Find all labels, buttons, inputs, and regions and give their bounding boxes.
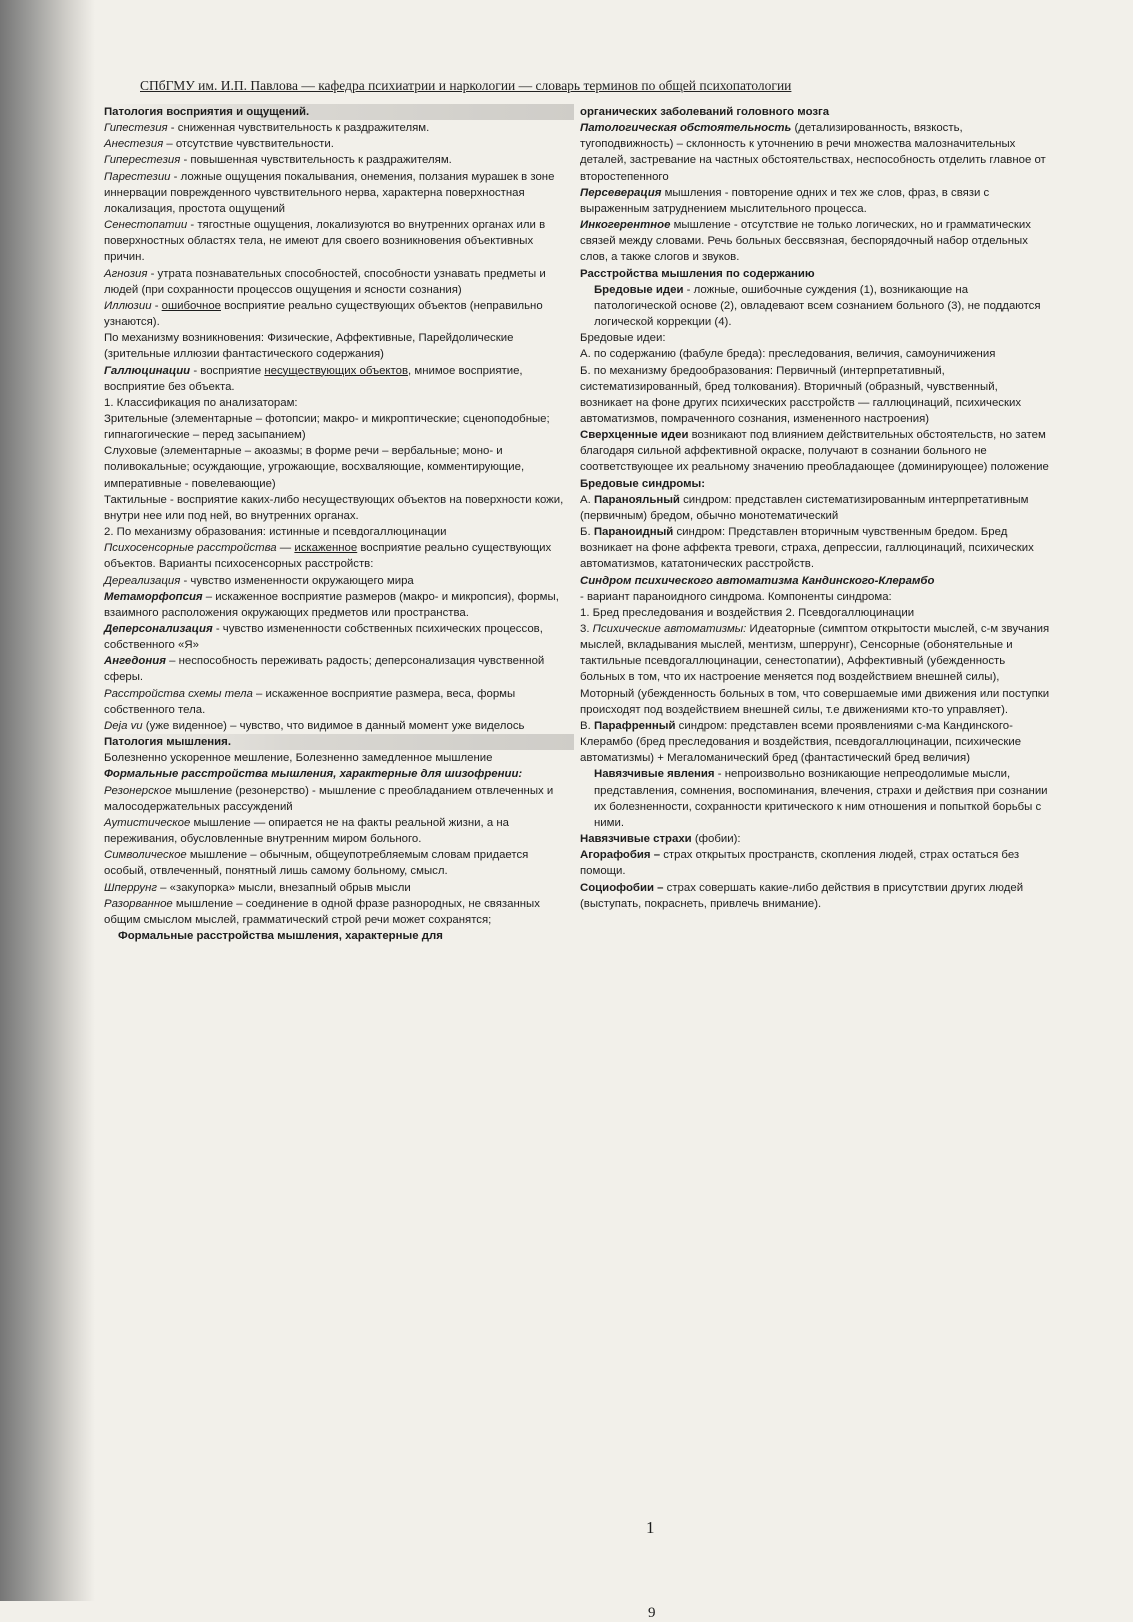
text-run: (детализированность, вязкость, тугоподвижность) – склонность к уточнению в речи множества малозначительных деталей, застревание на частных обстоятельствах, неспособность отделить главное от второстепенного	[580, 122, 1046, 183]
paragraph	[104, 411, 574, 443]
paragraph	[580, 605, 1050, 621]
text-run: 1. Классификация по анализаторам:	[104, 396, 298, 409]
paragraph	[104, 750, 574, 766]
paragraph	[104, 718, 574, 734]
text-run: синдром: представлен всеми проявлениями с-ма Кандинского-Клерамбо (бред преследования и воздействия, псевдогаллюцинации, психические автоматизмы) + Мегаломанический бред (фантастический бред величия)	[580, 719, 1022, 765]
paragraph	[580, 766, 1050, 831]
text-run: Навязчивые явления	[594, 768, 715, 781]
text-run: восприятие реально существующих объектов. Варианты психосенсорных расстройств:	[104, 542, 552, 571]
text-run: Шперрунг	[104, 881, 157, 894]
page-header: СПбГМУ им. И.П. Павлова — кафедра психиатрии и наркологии — словарь терминов по общей психопатологии	[140, 78, 792, 93]
text-run: Метаморфопсия	[104, 590, 203, 603]
paragraph	[104, 896, 574, 928]
scan-edge-shadow	[0, 0, 95, 1601]
text-run: Идеаторные (симптом открытости мыслей, с-м звучания мыслей, вкладывания мыслей, ментизм, шперрунг), Сенсорные (обонятельные и тактильные псевдогаллюцинации, сенестопатии), Аффективный (убежденность больных в том, что их настроение меняется под воздействием внешней силы), Моторный (убежденность больных в том, что совершаемые ими движения или поступки происходят под воздействием внешней силы, т.е движениями кто-то управляет).	[580, 623, 1050, 716]
text-run: – искаженное восприятие размеров (макро- и микропсия), формы, взаимного расположения окружающих предметов или пространства.	[104, 590, 559, 619]
text-run: Символическое	[104, 849, 187, 862]
paragraph	[104, 783, 574, 815]
paragraph	[104, 847, 574, 879]
text-run: Паранояльный	[593, 493, 680, 506]
right-column	[580, 104, 1050, 912]
text-run: Психосенсорные расстройства	[104, 542, 277, 555]
text-run: Гипестезия	[104, 122, 168, 135]
text-run: искаженное	[294, 542, 358, 555]
text-run: - восприятие	[190, 364, 265, 377]
text-run: Парестезии	[104, 170, 171, 183]
paragraph	[580, 718, 1050, 766]
paragraph	[104, 217, 574, 265]
paragraph	[104, 492, 574, 524]
document-page	[100, 78, 1080, 1621]
text-run: Слуховые (элементарные – акоазмы; в форме речи – вербальные; моно- и поливокальные; осуждающие, угрожающие, восхваляющие, комментирующие, императивные - повелевающие)	[104, 445, 525, 490]
text-run: Параноидный	[593, 526, 674, 539]
text-run: 1. Бред преследования и воздействия 2. Псевдогаллюцинации	[580, 606, 915, 619]
paragraph	[580, 185, 1050, 217]
text-run: 2. По механизму образования: истинные и псевдогаллюцинации	[104, 526, 447, 539]
paragraph	[580, 880, 1050, 912]
paragraph	[580, 492, 1050, 524]
paragraph	[580, 266, 1050, 282]
paragraph	[104, 443, 574, 491]
text-run: Ангедония	[104, 655, 166, 668]
text-run: – искаженное восприятие размера, веса, формы собственного тела.	[104, 687, 516, 716]
paragraph	[104, 104, 574, 120]
text-run: мышление – соединение в одной фразе разнородных, не связанных общим смыслом мыслей, грамматический строй речи может сохранятся;	[104, 897, 540, 926]
paragraph	[580, 476, 1050, 492]
paragraph	[580, 847, 1050, 879]
text-run: А. по содержанию (фабуле бреда): преследования, величия, самоуничижения	[580, 348, 996, 361]
paragraph	[580, 346, 1050, 362]
text-run: Deja vu	[104, 719, 143, 732]
paragraph	[580, 621, 1050, 718]
text-run: 3.	[580, 623, 593, 635]
footer-mark: 1	[646, 1518, 655, 1537]
text-run: восприятие реально существующих объектов (неправильно узнаются).	[104, 299, 543, 329]
text-run: – отсутствие чувствительности.	[163, 138, 334, 151]
text-run: Иллюзии	[104, 299, 152, 312]
paragraph	[580, 217, 1050, 265]
text-run: Резонерское	[104, 784, 172, 797]
text-run: Инкогерентное	[580, 219, 671, 232]
text-run: Разорванное	[104, 897, 173, 910]
paragraph	[104, 363, 574, 395]
text-run: Патология восприятия и ощущений.	[104, 104, 574, 120]
text-run: - чувство измененности окружающего мира	[180, 574, 414, 587]
text-run: Б.	[580, 526, 594, 539]
text-run: - утрата познавательных способностей, способности узнавать предметы и людей (при сохранности процессов ощущения и ясности сознания)	[104, 267, 546, 296]
text-run: Парафренный	[593, 719, 676, 732]
paragraph	[104, 169, 574, 217]
text-run: синдром: Представлен вторичным чувственным бредом. Бред возникает на фоне аффекта тревоги, страха, депрессии, галлюцинаций, психических автоматизмов, кататонических расстройств.	[580, 526, 1034, 571]
paragraph	[580, 363, 1050, 428]
text-run: Формальные расстройства мышления, характерные для	[118, 929, 443, 942]
text-run: - непроизвольно возникающие непреодолимые мысли, представления, сомнения, воспоминания, влечения, страхи и действия при сознании их болезненности, сохранности критического к ним отношения и попыткой борьбы с ними.	[594, 768, 1048, 829]
text-run: страх открытых пространств, скопления людей, страх остаться без помощи.	[580, 849, 1020, 878]
text-run: - повышенная чувствительность к раздражителям.	[180, 154, 452, 167]
paragraph	[104, 298, 574, 330]
text-run: Болезненно ускоренное мешление, Болезненно замедленное мышление	[104, 752, 493, 765]
text-run: страх совершать какие-либо действия в присутствии других людей (выступать, покраснеть, привлечь внимание).	[580, 881, 1024, 910]
text-run: Агорафобия –	[580, 849, 661, 862]
text-run: Патологическая обстоятельность	[580, 122, 792, 135]
text-run: мышления - повторение одних и тех же слов, фраз, в связи с выраженным затруднением мыслительного процесса.	[580, 186, 990, 215]
text-run: Дереализация	[104, 574, 181, 587]
text-run: - вариант параноидного синдрома. Компоненты синдрома:	[580, 590, 892, 603]
text-run: ошибочное	[161, 299, 221, 312]
text-run: (фобии):	[691, 833, 741, 846]
paragraph	[104, 330, 574, 362]
text-run: Сверхценные идеи	[580, 429, 689, 442]
text-run: – «закупорка» мысли, внезапный обрыв мысли	[156, 881, 411, 894]
paragraph	[580, 427, 1050, 475]
paragraph	[104, 734, 574, 750]
text-run: По механизму возникновения: Физические, Аффективные, Парейдолические (зрительные иллюзии фантастического содержания)	[104, 332, 514, 361]
paragraph	[104, 815, 574, 847]
text-run: Формальные расстройства мышления, характерные для шизофрении:	[104, 768, 523, 781]
text-run: Тактильные - восприятие каких-либо несуществующих объектов на поверхности кожи, внутри нее или под ней, во внутренних органах.	[104, 493, 564, 522]
text-run: мышление — опирается не на факты реальной жизни, а на переживания, обусловленные внутренним миром больного.	[104, 816, 509, 846]
text-run: возникают под влиянием действительных обстоятельств, но затем благодаря сильной аффективной окраске, получают в сознании больного не соответствующее их реальному значению преобладающее (доминирующее) положение	[580, 429, 1049, 474]
text-run: – неспособность переживать радость; деперсонализация чувственной сферы.	[104, 655, 545, 684]
paragraph	[104, 540, 574, 572]
text-run: - ложные, ошибочные суждения (1), возникающие на патологической основе (2), овладевают всем сознанием больного (3), не поддаются логической коррекции (4).	[594, 283, 1041, 329]
paragraph	[104, 266, 574, 298]
paragraph	[104, 686, 574, 718]
text-run: Навязчивые страхи	[580, 833, 692, 846]
paragraph	[104, 589, 574, 621]
text-run: Расстройства схемы тела	[104, 687, 253, 700]
text-run: -	[151, 299, 162, 312]
text-run: органических заболеваний головного мозга	[580, 106, 830, 118]
paragraph	[104, 395, 574, 411]
text-run: Деперсонализация	[104, 623, 213, 635]
paragraph	[104, 524, 574, 540]
paragraph	[580, 573, 1050, 589]
paragraph	[580, 104, 1050, 120]
text-run: - ложные ощущения покалывания, онемения, ползания мурашек в зоне иннервации поврежденного чувствительного нерва, характерна поверхностная локализация, простота ощущений	[104, 170, 555, 215]
text-run: Бредовые идеи:	[580, 332, 666, 345]
text-run: Гиперестезия	[104, 154, 181, 167]
text-run: Синдром психического автоматизма Кандинского-Клерамбо	[580, 574, 935, 587]
text-run: Агнозия	[104, 267, 148, 280]
paragraph	[580, 524, 1050, 572]
left-column	[104, 104, 574, 944]
text-run: Бредовые синдромы:	[580, 477, 706, 490]
text-run: , мнимое восприятие, восприятие без объекта.	[104, 364, 523, 393]
text-run: Психические автоматизмы:	[592, 623, 747, 635]
paragraph	[104, 621, 574, 653]
text-run: Патология мышления.	[104, 734, 574, 750]
text-run: Сенестопатии	[104, 219, 188, 232]
text-run: Персеверация	[580, 186, 662, 199]
text-run: несуществующих объектов	[264, 364, 409, 377]
text-run: Зрительные (элементарные – фотопсии; макро- и микроптические; сценоподобные; гипнагогические – перед засыпанием)	[104, 412, 550, 442]
text-run: мышление (резонерство) - мышление с преобладанием отвлеченных и малосодержательных рассуждений	[104, 784, 554, 813]
paragraph	[580, 120, 1050, 185]
paragraph	[104, 136, 574, 152]
text-run: Аутистическое	[104, 816, 191, 829]
paragraph	[104, 766, 574, 782]
text-run: мышление - отсутствие не только логических, но и грамматических связей между словами. Речь больных бессвязная, беспорядочный набор отдельных слов, а также слогов и звуков.	[580, 219, 1031, 264]
text-run: В.	[580, 719, 594, 732]
text-run: Галлюцинации	[104, 364, 191, 377]
text-run: Б. по механизму бредообразования: Первичный (интерпретативный, систематизированный, бред толкования). Вторичный (образный, чувственный, возникает на фоне других психических расстройств — галлюцинаций, психических автоматизмов, помраченного сознания, измененного настроения)	[580, 364, 1022, 425]
paragraph	[580, 282, 1050, 330]
paragraph	[104, 928, 574, 944]
page-number: 9	[648, 1605, 656, 1621]
text-run: Бредовые идеи	[594, 283, 684, 296]
paragraph	[104, 573, 574, 589]
text-run: А.	[580, 493, 594, 506]
text-run: (уже виденное) – чувство, что видимое в данный момент уже виделось	[142, 719, 525, 732]
text-run: Социофобии –	[580, 881, 664, 894]
text-run: - тягостные ощущения, локализуются во внутренних органах или в поверхностных областях тела, не имеют для своего возникновения объективных причин.	[104, 219, 546, 264]
paragraph	[104, 120, 574, 136]
text-run: - сниженная чувствительность к раздражителям.	[167, 122, 430, 135]
text-run: Анестезия	[104, 138, 164, 151]
paragraph	[104, 152, 574, 168]
text-run: —	[276, 542, 295, 555]
text-run: Расстройства мышления по содержанию	[580, 267, 815, 280]
paragraph	[580, 831, 1050, 847]
text-run: мышление – обычным, общеупотребляемым словам придается особый, отвлеченный, понятный лишь самому больному, смысл.	[104, 849, 529, 878]
paragraph	[580, 330, 1050, 346]
text-run: - чувство измененности собственных психических процессов, собственного «Я»	[104, 623, 543, 652]
paragraph	[580, 589, 1050, 605]
paragraph	[104, 653, 574, 685]
paragraph	[104, 880, 574, 896]
text-run: синдром: представлен систематизированным интерпретативным (первичным) бредом, обычно монотематический	[580, 493, 1029, 522]
